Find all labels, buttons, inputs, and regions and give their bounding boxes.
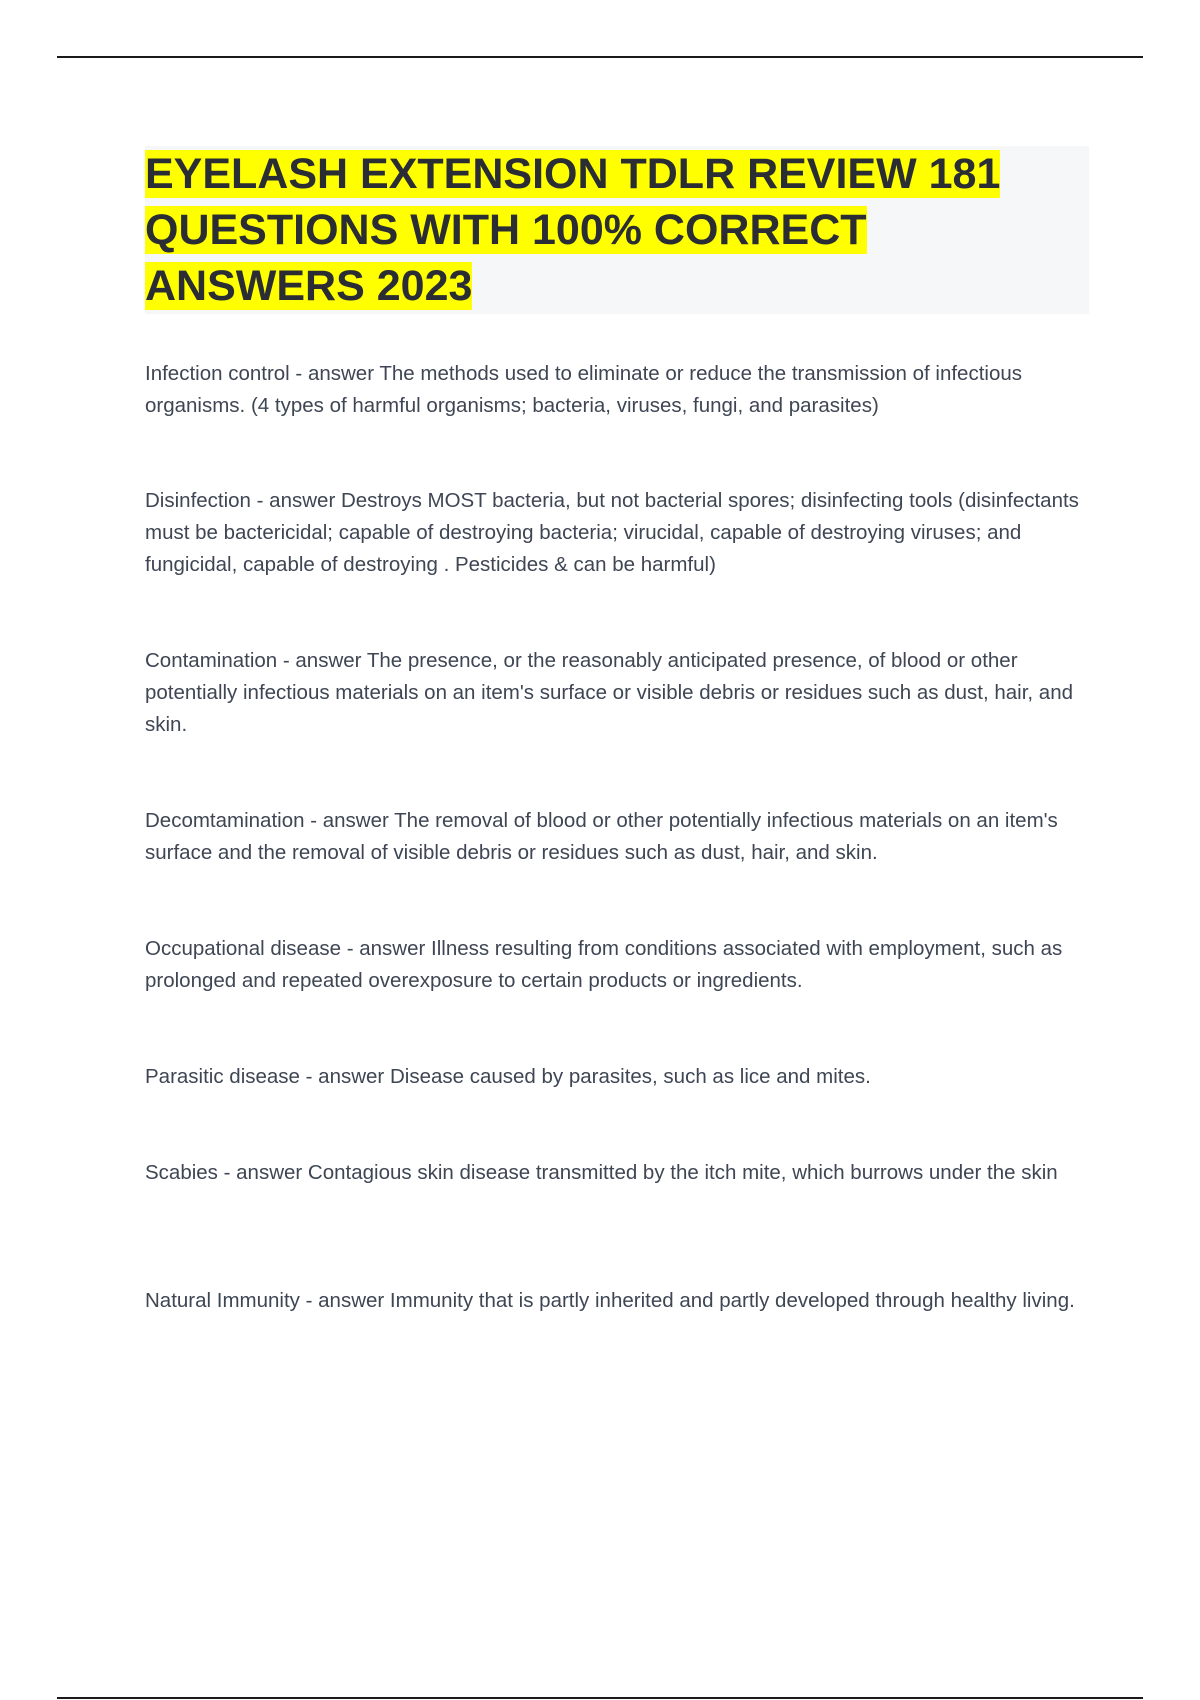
qa-entry-infection-control: Infection control - answer The methods used to eliminate or reduce the transmission of infectious organisms. (4 types of harmful organisms; bacteria, viruses, fungi, and parasites) [145,362,1023,417]
qa-entry-natural-immunity: Natural Immunity - answer Immunity that is partly inherited and partly developed through healthy living. [145,1289,1075,1312]
bottom-divider [57,1697,1143,1699]
qa-entry-parasitic-disease: Parasitic disease - answer Disease caused by parasites, such as lice and mites. [145,1065,871,1088]
title-block [145,146,1089,314]
qa-entry-decontamination: Decomtamination - answer The removal of blood or other potentially infectious materials on an item's surface and the removal of visible debris or residues such as dust, hair, and skin. [145,809,1058,864]
title-highlight: EYELASH EXTENSION TDLR REVIEW 181 QUESTIONS WITH 100% CORRECT ANSWERS 2023 [145,150,1001,310]
qa-entry-scabies: Scabies - answer Contagious skin disease transmitted by the itch mite, which burrows under the skin [145,1161,1058,1184]
qa-entry-disinfection: Disinfection - answer Destroys MOST bacteria, but not bacterial spores; disinfecting tools (disinfectants must be bactericidal; capable of destroying bacteria; virucidal, capable of destroying viruses; and fungicidal, capable of destroying . Pesticides & can be harmful) [145,489,1079,576]
document-title [145,146,1089,314]
qa-entry-contamination: Contamination - answer The presence, or the reasonably anticipated presence, of blood or other potentially infectious materials on an item's surface or visible debris or residues such as dust, hair, and skin. [145,649,1074,736]
qa-entry-occupational-disease: Occupational disease - answer Illness resulting from conditions associated with employment, such as prolonged and repeated overexposure to certain products or ingredients. [145,937,1063,992]
top-divider [57,56,1143,58]
